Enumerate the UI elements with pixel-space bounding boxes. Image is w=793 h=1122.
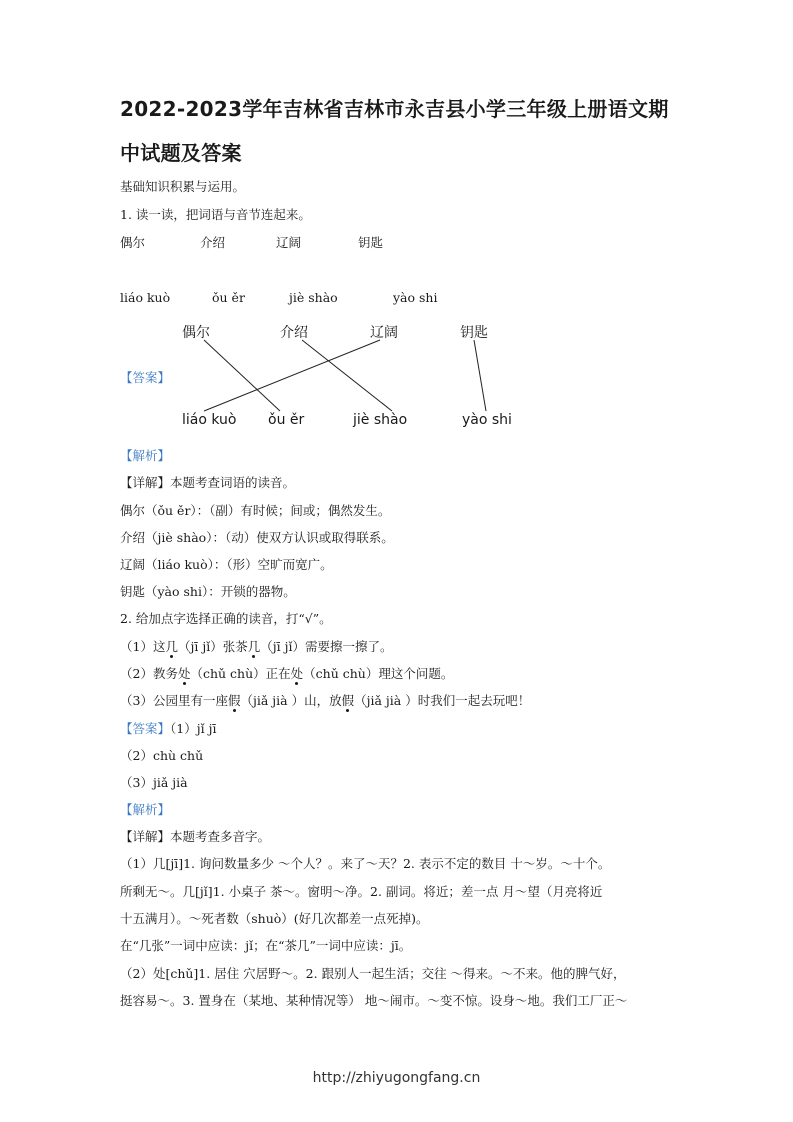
diagram-word: 偶尔 bbox=[182, 325, 210, 341]
q2-text: （jiǎ jià ）山，放 bbox=[240, 693, 342, 708]
footer-url: http://zhiyugongfang.cn bbox=[312, 1070, 481, 1086]
document-title-line2: 中试题及答案 bbox=[120, 141, 242, 165]
q2-text: （2）教务 bbox=[120, 666, 178, 681]
q2-explain: 所剩无～。几[jǐ]1. 小桌子 茶～。窗明～净。2. 副词。将近；差一点 月～望（月亮将近 bbox=[120, 884, 603, 899]
q2-item bbox=[120, 665, 453, 683]
q1-pinyin: jiè shào bbox=[289, 290, 338, 305]
diagram-pinyin: yào shi bbox=[462, 412, 512, 428]
q1-matching-diagram bbox=[160, 316, 560, 436]
document-title-line1: 2022-2023学年吉林省吉林市永吉县小学三年级上册语文期 bbox=[120, 97, 669, 121]
q2-answer: （3）jiǎ jià bbox=[120, 775, 188, 790]
q2-explain: （1）几[jī]1. 询问数量多少 ～个人？。来了～天？2. 表示不定的数目 十～岁。～十个。 bbox=[120, 856, 611, 871]
q2-text: （chǔ chù）理这个问题。 bbox=[303, 666, 454, 681]
q1-def: 偶尔（ǒu ěr）：（副）有时候；间或；偶然发生。 bbox=[120, 503, 391, 518]
q1-word: 钥匙 bbox=[358, 235, 384, 250]
q2-explain: 挺容易～。3. 置身在（某地、某种情况等） 地～闹市。～变不惊。设身～地。我们工厂正～ bbox=[120, 993, 628, 1008]
diagram-pinyin: liáo kuò bbox=[182, 412, 237, 428]
q2-text: （1）这 bbox=[120, 639, 166, 654]
q1-pinyin: yào shi bbox=[393, 290, 438, 305]
q2-prompt: 2. 给加点字选择正确的读音，打“√”。 bbox=[120, 611, 332, 626]
q2-answer bbox=[120, 720, 216, 738]
q2-detail bbox=[120, 828, 270, 846]
q2-item bbox=[120, 638, 392, 656]
match-line-yaoshi bbox=[474, 340, 486, 411]
diagram-word: 钥匙 bbox=[460, 325, 488, 341]
q1-answer-tag: 【答案】 bbox=[120, 370, 171, 385]
q1-def: 辽阔（liáo kuò）：（形）空旷而宽广。 bbox=[120, 557, 333, 572]
dotted-char: 假 bbox=[227, 693, 241, 708]
diagram-word: 介绍 bbox=[280, 325, 308, 341]
answer-text: （1）jǐ jī bbox=[170, 721, 217, 736]
q2-text: （jī jǐ）需要擦一擦了。 bbox=[260, 639, 393, 654]
q2-answer: （2）chù chǔ bbox=[120, 748, 204, 763]
q2-explain: 在“几张”一词中应读：jǐ；在“茶几”一词中应读：jī。 bbox=[120, 938, 412, 953]
q2-text: （chǔ chù）正在 bbox=[190, 666, 291, 681]
q1-word: 偶尔 bbox=[120, 235, 146, 250]
dotted-char: 假 bbox=[341, 693, 355, 708]
q2-analysis-tag: 【解析】 bbox=[120, 802, 171, 817]
q1-word: 介绍 bbox=[200, 235, 226, 250]
q1-word: 辽阔 bbox=[276, 235, 302, 250]
answer-tag: 【答案】 bbox=[120, 721, 171, 736]
match-line-jieshao bbox=[302, 340, 392, 411]
q1-analysis-tag: 【解析】 bbox=[120, 448, 171, 463]
detail-text: 本题考查多音字。 bbox=[170, 829, 271, 844]
dotted-char: 几 bbox=[165, 639, 178, 654]
q2-explain: （2）处[chǔ]1. 居住 穴居野～。2. 跟别人一起生活；交往 ～得来。～不来。他的脾气好， bbox=[120, 966, 626, 981]
q2-explain: 十五满月）。～死者数（shuò）(好几次都差一点死掉)。 bbox=[120, 911, 429, 926]
q1-pinyin: liáo kuò bbox=[120, 290, 171, 305]
detail-tag: 【详解】 bbox=[120, 829, 171, 844]
q1-def: 钥匙（yào shi）：开锁的器物。 bbox=[120, 584, 296, 599]
q2-text: （3）公园里有一座 bbox=[120, 693, 228, 708]
q1-detail bbox=[120, 474, 295, 492]
q1-pinyin: ǒu ěr bbox=[212, 290, 245, 305]
q1-prompt: 1. 读一读，把词语与音节连起来。 bbox=[120, 207, 311, 222]
diagram-pinyin: ǒu ěr bbox=[268, 412, 305, 428]
diagram-word: 辽阔 bbox=[370, 325, 398, 341]
detail-text: 本题考查词语的读音。 bbox=[170, 475, 296, 490]
q1-def: 介绍（jiè shào）：（动）使双方认识或取得联系。 bbox=[120, 530, 394, 545]
dotted-char: 处 bbox=[290, 666, 304, 681]
dotted-char: 几 bbox=[247, 639, 261, 654]
q2-item bbox=[120, 692, 530, 710]
q2-text: （jiǎ jià ）时我们一起去玩吧！ bbox=[354, 693, 531, 708]
detail-tag: 【详解】 bbox=[120, 475, 171, 490]
match-line-liaokuo bbox=[204, 340, 380, 411]
section-intro: 基础知识积累与运用。 bbox=[120, 179, 246, 194]
diagram-pinyin: jiè shào bbox=[353, 412, 408, 428]
q2-text: （jī jǐ）张茶 bbox=[177, 639, 248, 654]
dotted-char: 处 bbox=[177, 666, 191, 681]
match-line-ouer bbox=[204, 340, 280, 411]
